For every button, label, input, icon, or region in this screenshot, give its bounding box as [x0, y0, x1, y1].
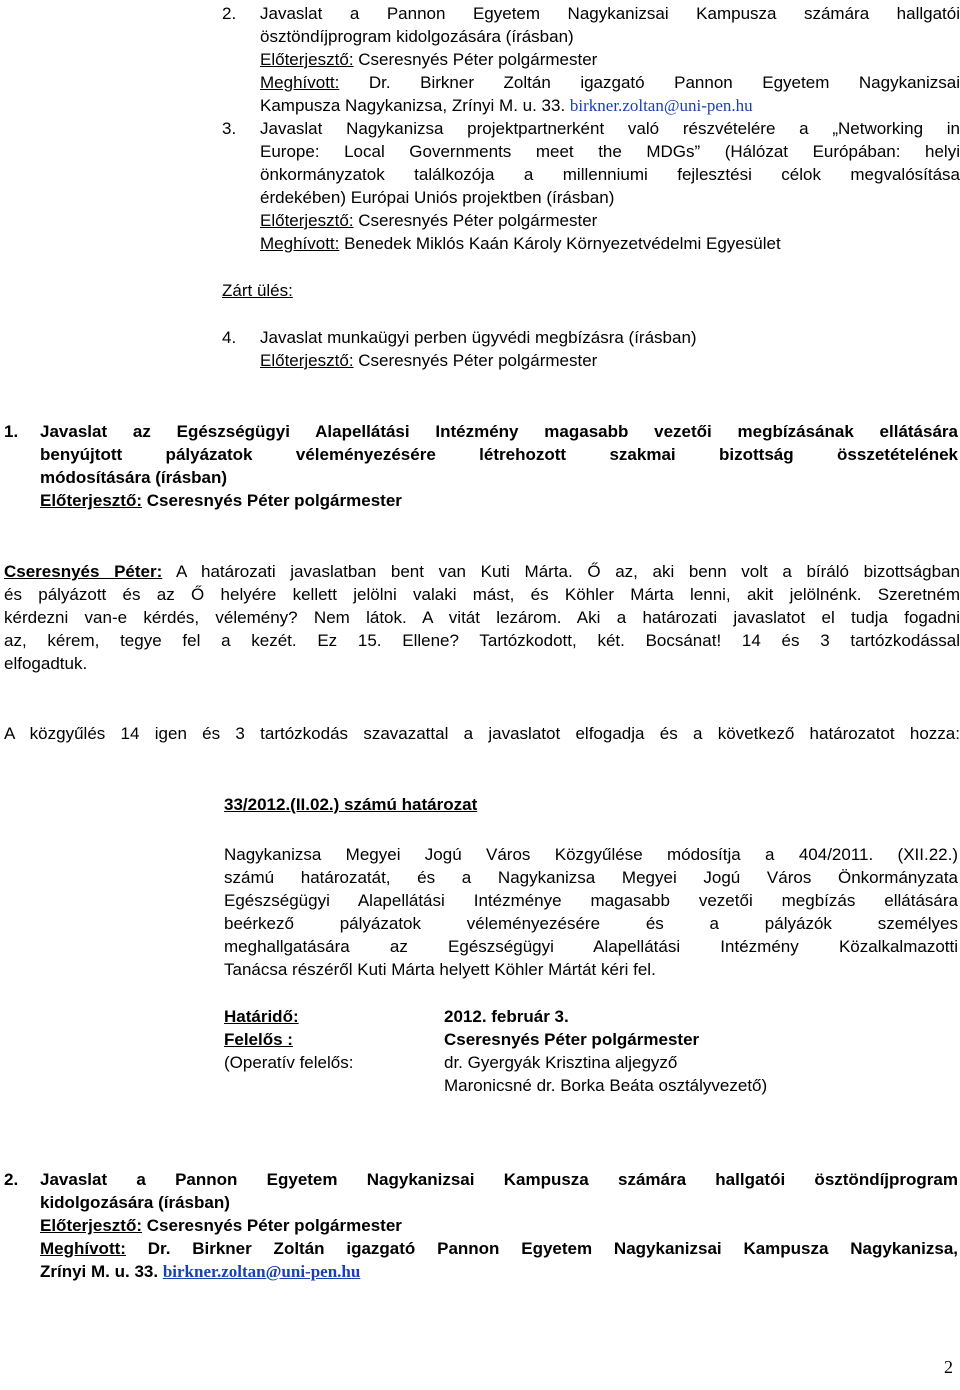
agenda-item-3-number: 3.: [222, 119, 237, 138]
agenda-item-4: [260, 326, 960, 372]
agenda-item-4-presenter: Előterjesztő: Cseresnyés Péter polgármester: [260, 351, 598, 370]
operative-value-2: Maronicsné dr. Borka Beáta osztályvezető): [444, 1076, 768, 1095]
agenda-item-2-presenter: Előterjesztő: Cseresnyés Péter polgármester: [260, 50, 598, 69]
vote-statement: A közgyűlés 14 igen és 3 tartózkodás szavazattal a javaslatot elfogadja és a következő határozatot hozza:: [4, 724, 960, 743]
email-link-part[interactable]: birkner.: [569, 96, 623, 115]
agenda-item-2: Javaslat a Pannon Egyetem Nagykanizsai Kampusza számára hallgatói ösztöndíjprogram kidolgozására (írásban) Előterjesztő: Cseresnyés Péter polgármester Meghívott: Dr. Birkner Zoltán igazgató Pannon Egyetem Nagykanizsai Kampusza Nagykanizsa, Zrínyi M. u. 33. birkner.zoltan@uni-pen.hu: [260, 4, 960, 115]
deadline-value: 2012. február 3.: [444, 1007, 569, 1026]
section-1-number: 1.: [4, 422, 19, 441]
agenda-item-2-invited: Meghívott: Dr. Birkner Zoltán igazgató Pannon Egyetem Nagykanizsai: [260, 73, 960, 92]
agenda-item-3-presenter: Előterjesztő: Cseresnyés Péter polgármester: [260, 211, 598, 230]
agenda-item-2-title: Javaslat a Pannon Egyetem Nagykanizsai Kampusza számára hallgatói: [260, 4, 960, 23]
email-link[interactable]: birkner.zoltan@uni-pen.hu: [162, 1262, 361, 1281]
operative-label: (Operatív felelős:: [224, 1053, 354, 1072]
responsible-value: Cseresnyés Péter polgármester: [444, 1030, 700, 1049]
section-1-presenter: Előterjesztő: Cseresnyés Péter polgármester: [40, 491, 402, 510]
agenda-item-4-title: Javaslat munkaügyi perben ügyvédi megbízásra (írásban): [260, 328, 697, 347]
section-2-invited: Meghívott: Dr. Birkner Zoltán igazgató Pannon Egyetem Nagykanizsai Kampusza Nagykanizsa,: [40, 1239, 958, 1258]
operative-value-1: dr. Gyergyák Krisztina aljegyző: [444, 1053, 678, 1072]
section-2-number: 2.: [4, 1170, 19, 1189]
agenda-item-2-number: 2.: [222, 4, 237, 23]
agenda-item-3-invited: Meghívott: Benedek Miklós Kaán Károly Környezetvédelmi Egyesület: [260, 234, 781, 253]
email-link[interactable]: zoltan@uni-pen.hu: [622, 96, 753, 115]
resolution-text: Nagykanizsa Megyei Jogú Város Közgyűlése módosítja a 404/2011. (XII.22.) számú határozatát, és a Nagykanizsa Megyei Jogú Város Önkormányzata Egészségügyi Alapellátási Intézménye magasabb vezetői megbízás ellátására beérkező pályázatok véleményezésére és a pályázók személyes meghallgatására az Egészségügyi Alapellátási Intézmény Közalkalmazotti Tanácsa részéről Kuti Márta helyett Köhler Mártát kéri fel.: [224, 845, 958, 979]
section-1-title: Javaslat az Egészségügyi Alapellátási Intézmény magasabb vezetői megbízásának ellátására benyújtott pályázatok véleményezésére létrehozott szakmai bizottság összetételének módosítására (írásban) Előterjesztő: Cseresnyés Péter polgármester: [40, 422, 958, 510]
closed-session-heading: Zárt ülés:: [222, 281, 293, 300]
section-2: Javaslat a Pannon Egyetem Nagykanizsai Kampusza számára hallgatói ösztöndíjprogram kidolgozására (írásban) Előterjesztő: Cseresnyés Péter polgármester Meghívott: Dr. Birkner Zoltán igazgató Pannon Egyetem Nagykanizsai Kampusza Nagykanizsa, Zrínyi M. u. 33. birkner.zoltan@uni-pen.hu: [40, 1170, 958, 1281]
page-number: 2: [944, 1357, 953, 1377]
deadline-label: Határidő:: [224, 1007, 299, 1026]
responsible-label: Felelős :: [224, 1030, 293, 1049]
section-2-presenter: Előterjesztő: Cseresnyés Péter polgármester: [40, 1216, 402, 1235]
agenda-item-3: Javaslat Nagykanizsa projektpartnerként való részvételére a „Networking in Europe: Local Governments meet the MDGs” (Hálózat Európában: helyi önkormányzatok találkozója a millenniumi fejlesztési célok megvalósítása érdekében) Európai Uniós projektben (írásban) Előterjesztő: Cseresnyés Péter polgármester Meghívott: Benedek Miklós Kaán Károly Környezetvédelmi Egyesület: [260, 119, 960, 253]
section-2-title: Javaslat a Pannon Egyetem Nagykanizsai Kampusza számára hallgatói ösztöndíjprogram: [40, 1170, 958, 1189]
speech-paragraph: Cseresnyés Péter: A határozati javaslatban bent van Kuti Márta. Ő az, aki benn volt a bíráló bizottságban és pályázott és az Ő helyére kellett jelölni valaki mást, és Köhler Márta lenni, akit jelölnénk. Szeretném kérdezni van-e kérdés, vélemény? Nem látok. A vitát lezárom. Aki a határozati javaslatot el tudja fogadni az, kérem, tegye fel a kezét. Ez 15. Ellene? Tartózkodott, két. Bocsánat! 14 és 3 tartózkodással elfogadtuk.: [4, 562, 960, 673]
agenda-item-4-number: 4.: [222, 328, 237, 347]
resolution-title: 33/2012.(II.02.) számú határozat: [224, 795, 478, 814]
agenda-item-3-title: Javaslat Nagykanizsa projektpartnerként való részvételére a „Networking in: [260, 119, 960, 138]
speaker-name: Cseresnyés Péter:: [4, 562, 163, 581]
